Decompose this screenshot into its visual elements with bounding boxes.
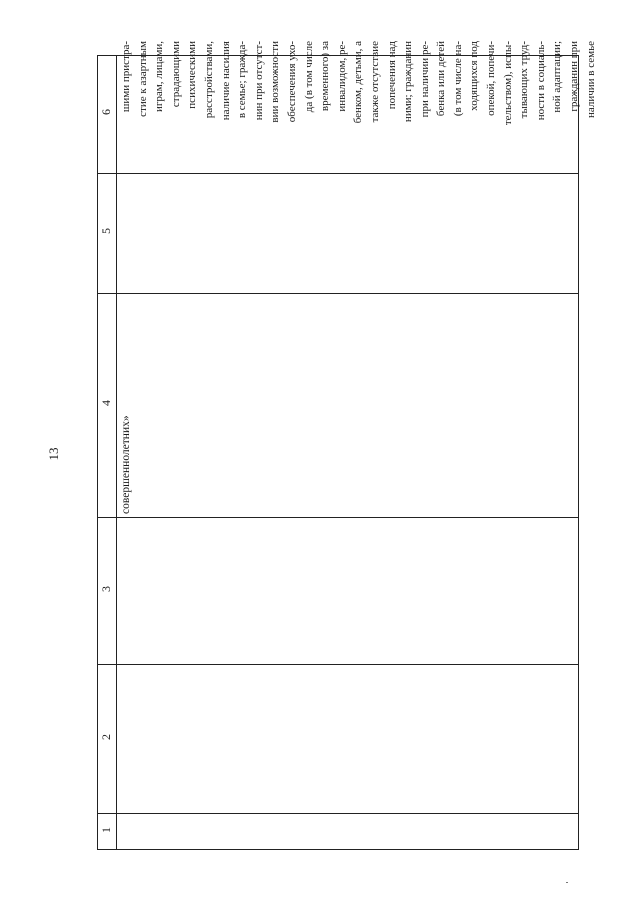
- column-number-1: 1: [99, 827, 113, 833]
- cell-col5-line: вии возможности: [269, 41, 282, 123]
- table: [97, 41, 597, 850]
- cell-col5-line: бенком, детьми, а: [352, 41, 365, 124]
- page-number: 13: [46, 447, 61, 461]
- cell-col4: совершеннолетних»: [120, 415, 132, 514]
- cell-col5-line: тывающих труд-: [518, 41, 531, 119]
- cell-col5-line: играм, лицами,: [153, 41, 166, 112]
- cell-col5-line: да (в том числе: [302, 41, 315, 113]
- cell-col5-line: ности в социаль-: [534, 41, 547, 121]
- cell-col5-line: при наличии ре-: [418, 41, 431, 118]
- column-divider-3-4: [98, 517, 578, 518]
- cell-col5-line: ними; гражданин: [402, 41, 415, 123]
- cell-col5-line: (в том числе на-: [451, 41, 464, 117]
- cell-col5-line: гражданин при: [568, 41, 581, 112]
- cell-col5-line: тельством), испы-: [501, 41, 514, 126]
- cell-col5-line: ной адаптации;: [551, 41, 564, 113]
- cell-col5-line: стие к азартным: [136, 41, 149, 117]
- cell-col5-line: попечения над: [385, 41, 398, 110]
- cell-col5-line: наличие насилия: [219, 41, 232, 121]
- cell-col5-line: в семье; гражда-: [236, 41, 249, 119]
- cell-col5-line: нин при отсутст-: [252, 41, 265, 121]
- column-number-4: 4: [99, 400, 113, 406]
- column-divider-4-5: [98, 293, 578, 294]
- cell-col5-line: обеспечения ухо-: [285, 41, 298, 123]
- column-divider-2-3: [98, 664, 578, 665]
- cell-col5-line: психическими: [186, 41, 199, 109]
- cell-col5-line: расстройствами,: [202, 41, 215, 119]
- column-number-2: 2: [99, 734, 113, 740]
- cell-col5-line: шими пристра-: [120, 41, 132, 113]
- cell-col5-line: инвалидом, ре-: [335, 41, 348, 112]
- column-number-5: 5: [99, 228, 113, 234]
- column-divider-1-2: [98, 813, 578, 814]
- cell-col5-line: опекой, попечи-: [485, 41, 498, 116]
- cell-col5-line: временного) за: [319, 41, 332, 112]
- cell-col5-line: ходящихся под: [468, 41, 481, 111]
- cell-col5-line: страдающими: [169, 41, 182, 108]
- scan-speck: [566, 882, 568, 883]
- column-number-3: 3: [99, 586, 113, 592]
- cell-col5-line: также отсутствие: [368, 41, 381, 123]
- cell-col5-line: наличии в семье: [584, 41, 597, 118]
- column-number-6: 6: [99, 109, 113, 115]
- cell-col5: [118, 41, 599, 291]
- cell-col5-line: бенка или детей: [435, 41, 448, 117]
- header-divider: [116, 56, 117, 849]
